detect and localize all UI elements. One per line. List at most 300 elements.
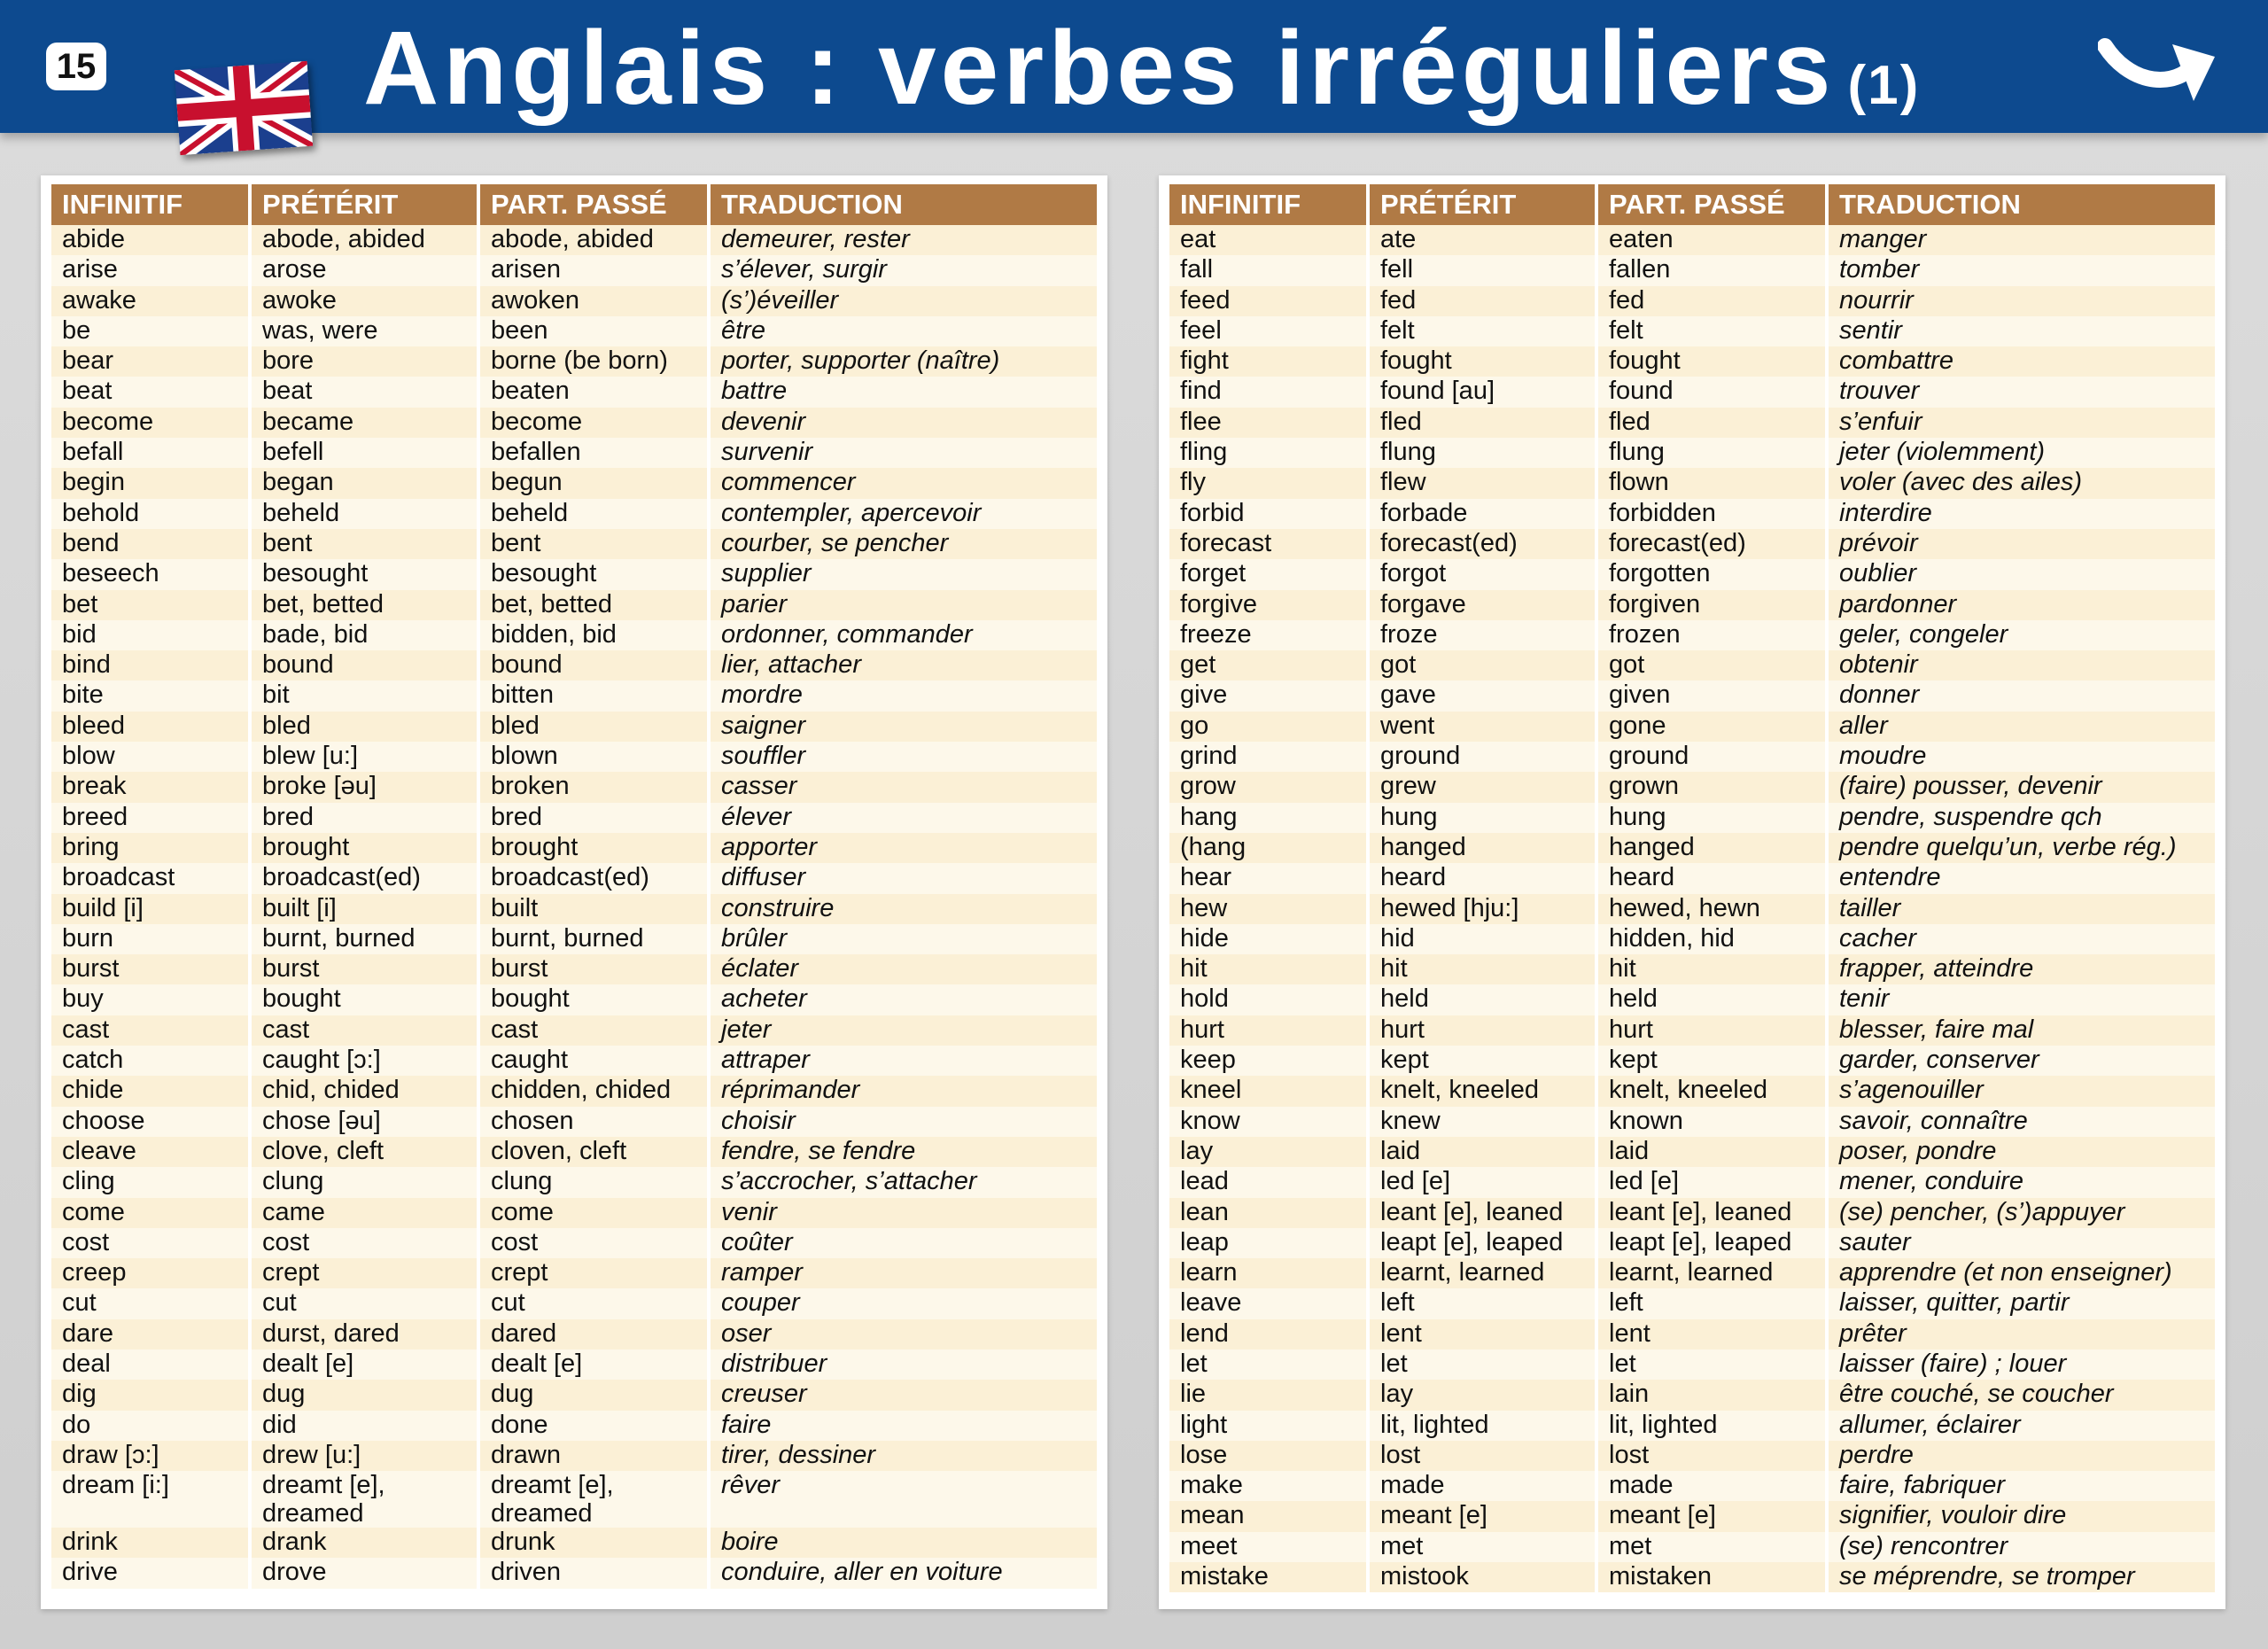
table-row xyxy=(1169,1411,2215,1441)
verb-infinitive: forgive xyxy=(1169,590,1368,620)
verb-translation: pendre quelqu’un, verbe rég.) xyxy=(1827,833,2215,863)
verb-past-participle: flown xyxy=(1596,468,1827,498)
verb-preterite: learnt, learned xyxy=(1368,1258,1596,1288)
verb-past-participle: built xyxy=(478,894,709,924)
verb-preterite: caught [ɔ:] xyxy=(250,1046,478,1076)
verb-translation: creuser xyxy=(709,1380,1097,1410)
verb-translation: aller xyxy=(1827,712,2215,742)
verb-preterite: froze xyxy=(1368,620,1596,650)
verb-past-participle: dealt [e] xyxy=(478,1350,709,1380)
verb-translation: (se) rencontrer xyxy=(1827,1532,2215,1562)
verb-past-participle: hung xyxy=(1596,803,1827,833)
verb-translation: obtenir xyxy=(1827,650,2215,681)
table-row xyxy=(1169,1532,2215,1562)
table-row xyxy=(51,742,1097,772)
verb-translation: voler (avec des ailes) xyxy=(1827,468,2215,498)
verb-past-participle: forecast(ed) xyxy=(1596,529,1827,559)
verb-translation: courber, se pencher xyxy=(709,529,1097,559)
verb-preterite: bade, bid xyxy=(250,620,478,650)
verb-preterite: broke [əu] xyxy=(250,772,478,802)
verb-past-participle: burnt, burned xyxy=(478,924,709,954)
verb-preterite: gave xyxy=(1368,681,1596,711)
verb-past-participle: borne (be born) xyxy=(478,346,709,377)
verb-translation: prévoir xyxy=(1827,529,2215,559)
verb-infinitive: mistake xyxy=(1169,1562,1368,1592)
verb-preterite: cast xyxy=(250,1015,478,1046)
verb-translation: demeurer, rester xyxy=(709,225,1097,255)
verb-past-participle: clung xyxy=(478,1167,709,1197)
verb-preterite: beat xyxy=(250,377,478,407)
verb-translation: oser xyxy=(709,1319,1097,1350)
table-row xyxy=(1169,924,2215,954)
verb-translation: apprendre (et non enseigner) xyxy=(1827,1258,2215,1288)
table-row xyxy=(1169,1350,2215,1380)
verb-past-participle: chosen xyxy=(478,1107,709,1137)
verb-past-participle: bought xyxy=(478,984,709,1015)
verb-translation: parier xyxy=(709,590,1097,620)
table-row xyxy=(1169,408,2215,438)
table-row xyxy=(51,1411,1097,1441)
verb-translation: laisser, quitter, partir xyxy=(1827,1288,2215,1318)
verb-infinitive: kneel xyxy=(1169,1076,1368,1106)
verb-past-participle: fled xyxy=(1596,408,1827,438)
verb-preterite: drove xyxy=(250,1558,478,1588)
table-row xyxy=(1169,772,2215,802)
table-row xyxy=(51,529,1097,559)
verb-preterite: befell xyxy=(250,438,478,468)
table-row xyxy=(51,1228,1097,1258)
verb-preterite: forgot xyxy=(1368,559,1596,589)
table-row xyxy=(51,408,1097,438)
verb-preterite: grew xyxy=(1368,772,1596,802)
verb-infinitive: know xyxy=(1169,1107,1368,1137)
verb-past-participle: led [e] xyxy=(1596,1167,1827,1197)
verb-infinitive: dare xyxy=(51,1319,250,1350)
verb-translation: coûter xyxy=(709,1228,1097,1258)
table-row xyxy=(1169,1288,2215,1318)
header-bar xyxy=(0,0,2268,133)
verb-infinitive: cling xyxy=(51,1167,250,1197)
verb-preterite: fell xyxy=(1368,255,1596,285)
verb-translation: ordonner, commander xyxy=(709,620,1097,650)
verb-preterite: went xyxy=(1368,712,1596,742)
verb-preterite: hurt xyxy=(1368,1015,1596,1046)
verb-preterite: mistook xyxy=(1368,1562,1596,1592)
page-title xyxy=(363,11,1920,144)
verb-infinitive: drink xyxy=(51,1528,250,1558)
verb-translation: venir xyxy=(709,1198,1097,1228)
verb-past-participle: held xyxy=(1596,984,1827,1015)
table-row xyxy=(51,894,1097,924)
verb-past-participle: forgiven xyxy=(1596,590,1827,620)
verb-infinitive: cast xyxy=(51,1015,250,1046)
verb-preterite: awoke xyxy=(250,286,478,316)
table-row xyxy=(51,499,1097,529)
verb-infinitive: be xyxy=(51,316,250,346)
verb-infinitive: burn xyxy=(51,924,250,954)
table-row xyxy=(51,1528,1097,1558)
verb-table-panel-left xyxy=(41,175,1107,1609)
verb-past-participle: awoken xyxy=(478,286,709,316)
table-row xyxy=(1169,225,2215,255)
verb-past-participle: bound xyxy=(478,650,709,681)
verb-infinitive: bet xyxy=(51,590,250,620)
table-row xyxy=(1169,499,2215,529)
verb-past-participle: heard xyxy=(1596,863,1827,893)
verb-translation: s’élever, surgir xyxy=(709,255,1097,285)
verb-infinitive: feel xyxy=(1169,316,1368,346)
verb-preterite: chose [əu] xyxy=(250,1107,478,1137)
table-row xyxy=(1169,742,2215,772)
verb-preterite: clung xyxy=(250,1167,478,1197)
verb-translation: laisser (faire) ; louer xyxy=(1827,1350,2215,1380)
table-row xyxy=(51,1288,1097,1318)
verb-infinitive: flee xyxy=(1169,408,1368,438)
table-row xyxy=(1169,1319,2215,1350)
verb-past-participle: been xyxy=(478,316,709,346)
verb-preterite: bore xyxy=(250,346,478,377)
verb-past-participle: cost xyxy=(478,1228,709,1258)
verb-translation: mener, conduire xyxy=(1827,1167,2215,1197)
verb-past-participle: bet, betted xyxy=(478,590,709,620)
column-header-part-passe: PART. PASSÉ xyxy=(478,184,709,225)
table-row xyxy=(1169,1015,2215,1046)
verb-past-participle: fought xyxy=(1596,346,1827,377)
verb-infinitive: freeze xyxy=(1169,620,1368,650)
verb-past-participle: cast xyxy=(478,1015,709,1046)
table-row xyxy=(51,924,1097,954)
table-row xyxy=(1169,620,2215,650)
verb-preterite: burnt, burned xyxy=(250,924,478,954)
verb-translation: souffler xyxy=(709,742,1097,772)
verb-preterite: broadcast(ed) xyxy=(250,863,478,893)
table-row xyxy=(51,1015,1097,1046)
verb-translation: saigner xyxy=(709,712,1097,742)
table-row xyxy=(1169,1167,2215,1197)
verb-past-participle: leapt [e], leaped xyxy=(1596,1228,1827,1258)
table-row xyxy=(51,833,1097,863)
verb-infinitive: catch xyxy=(51,1046,250,1076)
verb-preterite: bled xyxy=(250,712,478,742)
table-row xyxy=(51,316,1097,346)
title-suffix: (1) xyxy=(1847,55,1921,116)
verb-preterite: let xyxy=(1368,1350,1596,1380)
verb-preterite: hewed [hju:] xyxy=(1368,894,1596,924)
verb-preterite: lent xyxy=(1368,1319,1596,1350)
verb-preterite: dealt [e] xyxy=(250,1350,478,1380)
verb-past-participle: leant [e], leaned xyxy=(1596,1198,1827,1228)
verb-translation: supplier xyxy=(709,559,1097,589)
verb-translation: acheter xyxy=(709,984,1097,1015)
verb-infinitive: draw [ɔ:] xyxy=(51,1441,250,1471)
verb-past-participle: fallen xyxy=(1596,255,1827,285)
verb-past-participle: dug xyxy=(478,1380,709,1410)
table-row xyxy=(51,803,1097,833)
verb-translation: distribuer xyxy=(709,1350,1097,1380)
verb-preterite: leapt [e], leaped xyxy=(1368,1228,1596,1258)
table-row xyxy=(1169,1076,2215,1106)
verb-preterite: kept xyxy=(1368,1046,1596,1076)
verb-infinitive: awake xyxy=(51,286,250,316)
verb-infinitive: bite xyxy=(51,681,250,711)
column-header-traduction: TRADUCTION xyxy=(1827,184,2215,225)
verb-infinitive: lose xyxy=(1169,1441,1368,1471)
verb-translation: sentir xyxy=(1827,316,2215,346)
table-row xyxy=(51,468,1097,498)
verb-infinitive: do xyxy=(51,1411,250,1441)
table-row xyxy=(1169,468,2215,498)
verb-translation: pardonner xyxy=(1827,590,2215,620)
verb-past-participle: met xyxy=(1596,1532,1827,1562)
verb-translation: (s’)éveiller xyxy=(709,286,1097,316)
verb-infinitive: cost xyxy=(51,1228,250,1258)
verb-translation: jeter (violemment) xyxy=(1827,438,2215,468)
verb-past-participle: besought xyxy=(478,559,709,589)
verb-past-participle: hewed, hewn xyxy=(1596,894,1827,924)
verb-translation: contempler, apercevoir xyxy=(709,499,1097,529)
verb-infinitive: drive xyxy=(51,1558,250,1588)
verb-past-participle: given xyxy=(1596,681,1827,711)
verb-translation: oublier xyxy=(1827,559,2215,589)
verb-translation: moudre xyxy=(1827,742,2215,772)
verb-infinitive: hurt xyxy=(1169,1015,1368,1046)
verb-infinitive: become xyxy=(51,408,250,438)
table-row xyxy=(51,1046,1097,1076)
verb-translation: trouver xyxy=(1827,377,2215,407)
verb-infinitive: build [i] xyxy=(51,894,250,924)
verb-past-participle: dared xyxy=(478,1319,709,1350)
verb-infinitive: grow xyxy=(1169,772,1368,802)
verb-preterite: lost xyxy=(1368,1441,1596,1471)
verb-infinitive: fly xyxy=(1169,468,1368,498)
verb-infinitive: lean xyxy=(1169,1198,1368,1228)
verb-infinitive: forget xyxy=(1169,559,1368,589)
verb-translation: battre xyxy=(709,377,1097,407)
verb-preterite: bred xyxy=(250,803,478,833)
verb-preterite: made xyxy=(1368,1471,1596,1501)
verb-infinitive: get xyxy=(1169,650,1368,681)
verb-past-participle: cut xyxy=(478,1288,709,1318)
table-row xyxy=(51,772,1097,802)
verb-past-participle: broadcast(ed) xyxy=(478,863,709,893)
verb-translation: attraper xyxy=(709,1046,1097,1076)
verb-preterite: left xyxy=(1368,1288,1596,1318)
verb-translation: pendre, suspendre qch xyxy=(1827,803,2215,833)
verb-past-participle: grown xyxy=(1596,772,1827,802)
verb-past-participle: bitten xyxy=(478,681,709,711)
verb-past-participle: gone xyxy=(1596,712,1827,742)
table-row xyxy=(51,438,1097,468)
verb-infinitive: blow xyxy=(51,742,250,772)
verb-preterite: ate xyxy=(1368,225,1596,255)
verb-past-participle: lit, lighted xyxy=(1596,1411,1827,1441)
verb-infinitive: eat xyxy=(1169,225,1368,255)
verb-preterite: drank xyxy=(250,1528,478,1558)
verb-infinitive: beat xyxy=(51,377,250,407)
column-header-infinitif: INFINITIF xyxy=(1169,184,1368,225)
verb-table-panel-right xyxy=(1159,175,2225,1609)
verb-translation: fendre, se fendre xyxy=(709,1137,1097,1167)
verb-preterite: hid xyxy=(1368,924,1596,954)
verb-preterite: brought xyxy=(250,833,478,863)
verb-past-participle: blown xyxy=(478,742,709,772)
verb-infinitive: forbid xyxy=(1169,499,1368,529)
verb-past-participle: known xyxy=(1596,1107,1827,1137)
table-row xyxy=(1169,894,2215,924)
verb-preterite: became xyxy=(250,408,478,438)
verb-past-participle: lent xyxy=(1596,1319,1827,1350)
verb-translation: faire, fabriquer xyxy=(1827,1471,2215,1501)
verb-past-participle: forgotten xyxy=(1596,559,1827,589)
verb-infinitive: fight xyxy=(1169,346,1368,377)
verb-infinitive: breed xyxy=(51,803,250,833)
verb-past-participle: ground xyxy=(1596,742,1827,772)
verb-infinitive: mean xyxy=(1169,1501,1368,1531)
verb-preterite: dug xyxy=(250,1380,478,1410)
table-row xyxy=(1169,559,2215,589)
verb-translation: tenir xyxy=(1827,984,2215,1015)
verb-translation: diffuser xyxy=(709,863,1097,893)
verb-infinitive: go xyxy=(1169,712,1368,742)
verb-preterite: knew xyxy=(1368,1107,1596,1137)
verb-translation: boire xyxy=(709,1528,1097,1558)
verb-translation: prêter xyxy=(1827,1319,2215,1350)
verb-preterite: abode, abided xyxy=(250,225,478,255)
page-number-badge: 15 xyxy=(46,43,106,90)
verb-infinitive: burst xyxy=(51,954,250,984)
verb-past-participle: kept xyxy=(1596,1046,1827,1076)
verb-past-participle: caught xyxy=(478,1046,709,1076)
verb-preterite: held xyxy=(1368,984,1596,1015)
table-row xyxy=(51,346,1097,377)
verb-preterite: did xyxy=(250,1411,478,1441)
verb-past-participle: befallen xyxy=(478,438,709,468)
verb-infinitive: cleave xyxy=(51,1137,250,1167)
verb-infinitive: give xyxy=(1169,681,1368,711)
verb-infinitive: let xyxy=(1169,1350,1368,1380)
table-row xyxy=(1169,438,2215,468)
verb-past-participle: fed xyxy=(1596,286,1827,316)
verb-translation: élever xyxy=(709,803,1097,833)
table-row xyxy=(51,1198,1097,1228)
verb-preterite: leant [e], leaned xyxy=(1368,1198,1596,1228)
verb-translation: donner xyxy=(1827,681,2215,711)
verb-infinitive: hear xyxy=(1169,863,1368,893)
verb-infinitive: make xyxy=(1169,1471,1368,1501)
verb-preterite: meant [e] xyxy=(1368,1501,1596,1531)
verb-preterite: forbade xyxy=(1368,499,1596,529)
verb-past-participle: felt xyxy=(1596,316,1827,346)
verb-translation: combattre xyxy=(1827,346,2215,377)
verb-translation: cacher xyxy=(1827,924,2215,954)
verb-translation: être couché, se coucher xyxy=(1827,1380,2215,1410)
verb-past-participle: arisen xyxy=(478,255,709,285)
table-row xyxy=(51,681,1097,711)
verb-translation: signifier, vouloir dire xyxy=(1827,1501,2215,1531)
table-row xyxy=(51,1441,1097,1471)
verb-translation: blesser, faire mal xyxy=(1827,1015,2215,1046)
verb-translation: poser, pondre xyxy=(1827,1137,2215,1167)
table-row xyxy=(1169,286,2215,316)
verb-translation: garder, conserver xyxy=(1827,1046,2215,1076)
verb-preterite: beheld xyxy=(250,499,478,529)
verb-past-participle: broken xyxy=(478,772,709,802)
verb-preterite: flew xyxy=(1368,468,1596,498)
verb-past-participle: made xyxy=(1596,1471,1827,1501)
table-row xyxy=(1169,650,2215,681)
verb-translation: choisir xyxy=(709,1107,1097,1137)
verb-preterite: flung xyxy=(1368,438,1596,468)
verb-preterite: durst, dared xyxy=(250,1319,478,1350)
verb-infinitive: hew xyxy=(1169,894,1368,924)
verb-past-participle: hidden, hid xyxy=(1596,924,1827,954)
verb-infinitive: grind xyxy=(1169,742,1368,772)
verb-past-participle: frozen xyxy=(1596,620,1827,650)
verb-infinitive: dream [i:] xyxy=(51,1471,250,1528)
verb-translation: conduire, aller en voiture xyxy=(709,1558,1097,1588)
verb-preterite: forecast(ed) xyxy=(1368,529,1596,559)
verb-translation: sauter xyxy=(1827,1228,2215,1258)
verb-translation: couper xyxy=(709,1288,1097,1318)
verb-infinitive: hang xyxy=(1169,803,1368,833)
table-row xyxy=(1169,346,2215,377)
verb-infinitive: arise xyxy=(51,255,250,285)
verb-past-participle: burst xyxy=(478,954,709,984)
table-row xyxy=(51,1350,1097,1380)
verb-infinitive: lead xyxy=(1169,1167,1368,1197)
table-row xyxy=(51,1167,1097,1197)
verb-translation: frapper, atteindre xyxy=(1827,954,2215,984)
verb-translation: lier, attacher xyxy=(709,650,1097,681)
verb-translation: s’agenouiller xyxy=(1827,1076,2215,1106)
table-row xyxy=(1169,863,2215,893)
verb-preterite: cost xyxy=(250,1228,478,1258)
verb-translation: construire xyxy=(709,894,1097,924)
table-row xyxy=(1169,1046,2215,1076)
verb-preterite: found [au] xyxy=(1368,377,1596,407)
verb-infinitive: behold xyxy=(51,499,250,529)
table-row xyxy=(1169,1441,2215,1471)
verb-translation: tomber xyxy=(1827,255,2215,285)
verb-infinitive: bend xyxy=(51,529,250,559)
verb-past-participle: drunk xyxy=(478,1528,709,1558)
table-row xyxy=(1169,1471,2215,1501)
table-row xyxy=(51,377,1097,407)
table-row xyxy=(51,1558,1097,1588)
table-row xyxy=(1169,377,2215,407)
verb-preterite: bought xyxy=(250,984,478,1015)
verb-infinitive: befall xyxy=(51,438,250,468)
verb-infinitive: feed xyxy=(1169,286,1368,316)
table-row xyxy=(1169,590,2215,620)
verb-preterite: bit xyxy=(250,681,478,711)
verb-past-participle: bent xyxy=(478,529,709,559)
table-row xyxy=(1169,1107,2215,1137)
column-header-preterit: PRÉTÉRIT xyxy=(250,184,478,225)
curved-arrow-right-icon[interactable] xyxy=(2098,32,2218,112)
verb-preterite: got xyxy=(1368,650,1596,681)
verb-preterite: chid, chided xyxy=(250,1076,478,1106)
verb-past-participle: learnt, learned xyxy=(1596,1258,1827,1288)
verb-translation: brûler xyxy=(709,924,1097,954)
verb-infinitive: keep xyxy=(1169,1046,1368,1076)
verb-preterite: felt xyxy=(1368,316,1596,346)
verb-preterite: besought xyxy=(250,559,478,589)
verb-past-participle: bidden, bid xyxy=(478,620,709,650)
verb-translation: réprimander xyxy=(709,1076,1097,1106)
verb-infinitive: bear xyxy=(51,346,250,377)
column-header-preterit: PRÉTÉRIT xyxy=(1368,184,1596,225)
